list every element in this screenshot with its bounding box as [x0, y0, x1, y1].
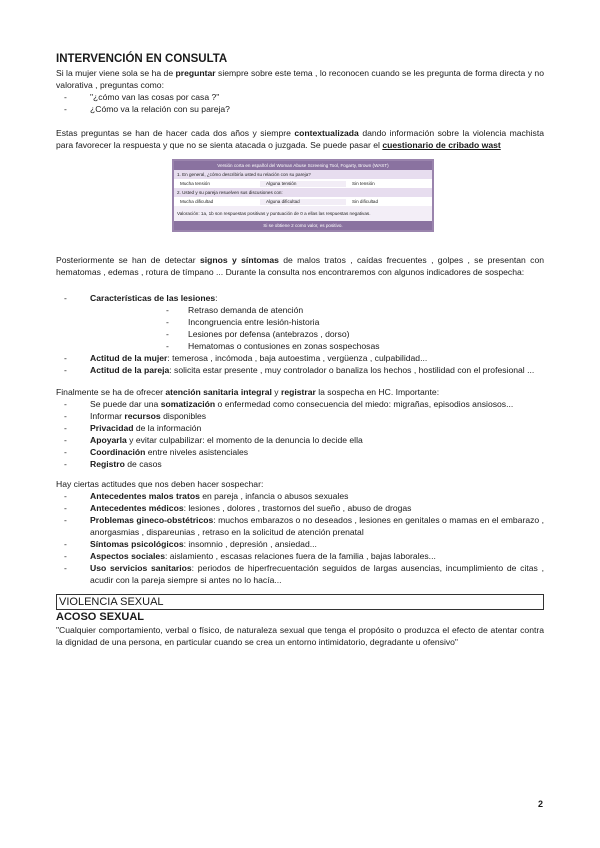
indicator-list	[56, 292, 544, 376]
list-item: - Se puede dar una somatización o enfermedad como consecuencia del miedo: migrañas, episodios ansiosos...	[56, 398, 544, 410]
list-item: - Características de las lesiones: - Retraso demanda de atención - Incongruencia entre lesión-historia - Lesiones por defensa (antebrazos , dorso) - Hematomas o contusiones en zonas sospechosas	[56, 292, 544, 352]
attention-paragraph: Finalmente se ha de ofrecer atención sanitaria integral y registrar la sospecha en HC. Importante:	[56, 387, 440, 397]
list-item: - Lesiones por defensa (antebrazos , dorso)	[90, 328, 544, 340]
table-options-1: Mucha tensión Alguna tensión Sin tensión	[174, 179, 432, 188]
intro-paragraph: Si la mujer viene sola se ha de preguntar siempre sobre este tema , lo reconocen cuando se les pregunta de forma directa y no valorativa , preguntas como:	[56, 68, 544, 90]
list-item: - Síntomas psicológicos: insomnio , depresión , ansiedad...	[56, 538, 544, 550]
page-number: 2	[538, 799, 544, 809]
list-item: - Retraso demanda de atención	[90, 304, 544, 316]
acoso-definition: "Cualquier comportamiento, verbal o físico, de naturaleza sexual que tenga el propósito o produzca el efecto de atentar contra la dignidad de una persona, en particular cuando se crea un entorno intimidatorio, degradante u ofensivo"	[56, 625, 544, 647]
wast-link[interactable]: cuestionario de cribado wast	[382, 140, 501, 150]
list-item: - Registro de casos	[56, 458, 544, 470]
list-item: - Antecedentes malos tratos en pareja , infancia o abusos sexuales	[56, 490, 544, 502]
table-question-1: 1. En general, ¿cómo describiría usted su relación con su pareja?	[174, 170, 432, 179]
list-item: - Coordinación entre niveles asistenciales	[56, 446, 544, 458]
list-item: - Privacidad de la información	[56, 422, 544, 434]
lesion-sublist	[90, 304, 544, 352]
section-title: INTERVENCIÓN EN CONSULTA	[56, 53, 228, 65]
list-item: - Hematomas o contusiones en zonas sospechosas	[90, 340, 544, 352]
list-item: - Informar recursos disponibles	[56, 410, 544, 422]
list-item: - Incongruencia entre lesión-historia	[90, 316, 544, 328]
list-item: - Antecedentes médicos: lesiones , dolores , trastornos del sueño , abuso de drogas	[56, 502, 544, 514]
table-question-2: 2. Usted y su pareja resuelven sus discusiones con:	[174, 188, 432, 197]
signs-paragraph: Posteriormente se han de detectar signos y síntomas de malos tratos , caídas frecuentes , golpes , se presentan con hematomas , edemas , rotura de tímpano ... Durante la consulta nos encontraremos con algunos indicadores de sospecha:	[56, 255, 545, 277]
table-options-2: Mucha dificultad Alguna dificultad Sin dificultad	[174, 197, 432, 206]
important-list	[56, 398, 544, 470]
suspicion-intro: Hay ciertas actitudes que nos deben hacer sospechar:	[56, 479, 264, 489]
list-item: - Actitud de la pareja: solicita estar presente , muy controlador o banaliza los hechos , hostilidad con el profesional ...	[56, 364, 544, 376]
document-page	[56, 52, 544, 648]
wast-table-figure	[172, 159, 434, 232]
question-list	[56, 91, 544, 115]
list-item: - ¿Cómo va la relación con su pareja?	[56, 103, 544, 115]
table-note: Valoración: 1a, 1b son respuestas positivas y puntuación de 0 a ellas las respuestas negativas.	[174, 206, 432, 221]
list-item: - Apoyarla y evitar culpabilizar: el momento de la denuncia lo decide ella	[56, 434, 544, 446]
list-item: - Uso servicios sanitarios: periodos de hiperfrecuentación seguidos de largas ausencias, incumplimiento de citas , acudir con la pareja siempre si antes no lo hacía...	[56, 562, 544, 586]
suspicion-list	[56, 490, 544, 586]
list-item: - Aspectos sociales: aislamiento , escasas relaciones fuera de la familia , bajas laborales...	[56, 550, 544, 562]
context-paragraph: Estas preguntas se han de hacer cada dos años y siempre contextualizada dando información sobre la violencia machista para favorecer la respuesta y que no se sienta atacada o juzgada. Se puede pasar el cuestionario de cribado wast	[56, 128, 544, 150]
violencia-sexual-heading: VIOLENCIA SEXUAL	[56, 594, 544, 610]
acoso-sexual-heading: ACOSO SEXUAL	[56, 611, 145, 623]
table-footer: Si se obtiene 2 como valor, es positivo.	[174, 221, 432, 230]
list-item: - Problemas gineco-obstétricos: muchos embarazos o no deseados , lesiones en genitales o mamas en el embarazo , anorgasmias , dispareunias , retraso en la solicitud de atención prenatal	[56, 514, 544, 538]
list-item: - Actitud de la mujer: temerosa , incómoda , baja autoestima , vergüenza , culpabilidad...	[56, 352, 544, 364]
table-header: Versión corta en español del Woman Abuse Screening Tool, Fogarty, Brown (WAST)	[174, 161, 432, 170]
list-item: - "¿cómo van las cosas por casa ?"	[56, 91, 544, 103]
